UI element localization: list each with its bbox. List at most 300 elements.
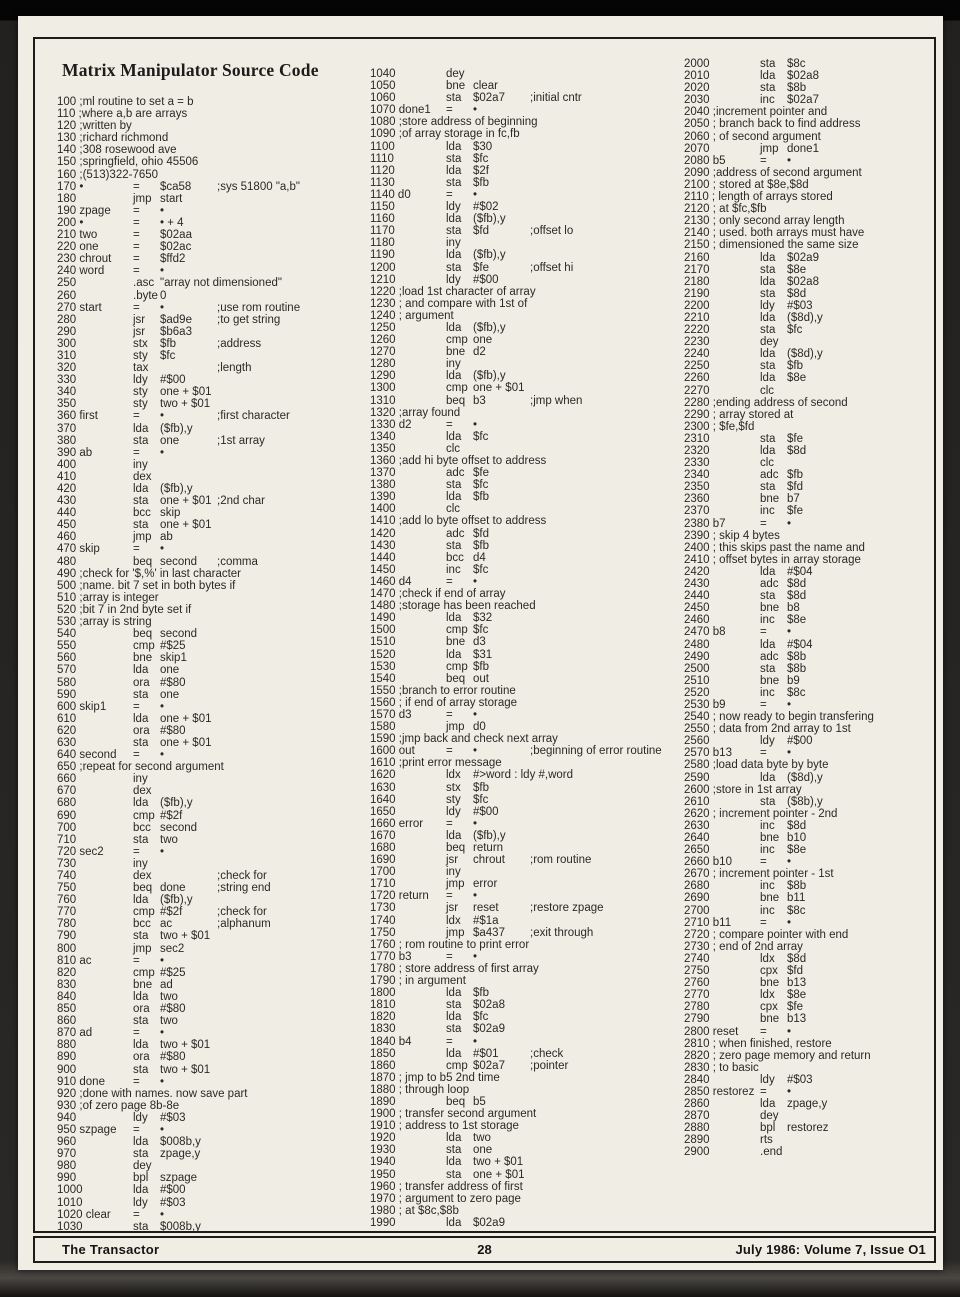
opcode: sta [446,999,462,1012]
comment-line: 500 ;name. bit 7 set in both bytes if [57,579,236,592]
line-number-label: 1540 [370,672,396,685]
comment-line: 2120 ; at $fc,$fb [684,203,767,216]
opcode: beq [133,628,153,641]
line-number-label: 950 szpage [57,1123,117,1136]
code-line [370,733,672,745]
opcode: sty [133,398,148,411]
line-number-label: 1050 [370,80,396,93]
line-number-label: 700 [57,821,77,834]
operand: "array not dimensioned" [160,277,282,290]
footer-bar [33,1236,936,1263]
line-number-label: 2610 [684,795,710,808]
operand: $fe [787,505,803,518]
opcode: = [446,817,453,830]
operand: ($fb),y [473,249,506,262]
code-line [370,1193,672,1205]
comment-line: 1080 ;store address of beginning [370,116,538,129]
comment-line: 1900 ; transfer second argument [370,1108,537,1121]
operand: • [160,301,165,314]
opcode: = [133,1123,140,1136]
line-number-label: 1400 [370,503,396,516]
code-line [684,1038,930,1050]
line-number-label: 980 [57,1160,77,1173]
line-number-label: 1180 [370,237,395,250]
code-line [370,1084,672,1096]
line-number-label: 280 [57,313,77,326]
operand: start [160,192,183,205]
line-number-label: 2210 [684,311,710,324]
line-number-label: 1420 [370,527,396,540]
opcode: lda [133,1136,149,1149]
line-number-label: 180 [57,192,77,205]
opcode: tax [133,362,149,375]
operand: #$80 [160,1003,186,1016]
operand: done [160,882,186,895]
opcode: bpl [133,1172,149,1185]
line-number-label: 1390 [370,491,396,504]
operand: second [160,821,198,834]
line-number-label: 2870 [684,1110,710,1123]
line-number-label: 1020 clear [57,1208,111,1221]
opcode: = [133,1027,140,1040]
opcode: = [133,845,140,858]
opcode: lda [446,1047,462,1060]
code-line [57,1027,363,1039]
opcode: clc [760,384,775,397]
opcode: bne [760,977,780,990]
code-line [370,1205,672,1217]
comment-line: 2300 ; $fe,$fd [684,420,755,433]
code-line [370,225,672,237]
operand: ad [160,978,173,991]
operand: $02a9 [473,1023,505,1036]
line-number-label: 1340 [370,430,396,443]
code-line [57,108,363,120]
line-number-label: 1680 [370,842,396,854]
line-number-label: 1950 [370,1168,396,1181]
line-number-label: 2020 [684,82,710,95]
line-number-label: 880 [57,1039,77,1052]
code-line [57,290,363,302]
code-line [370,673,672,685]
code-line [370,951,672,963]
operand: • [787,698,792,711]
code-line [684,735,930,747]
opcode: lda [446,612,462,625]
operand: b8 [787,602,800,615]
operand: szpage [160,1172,198,1185]
opcode: lda [446,321,462,334]
operand: #$04 [787,638,813,651]
line-number-label: 1520 [370,648,396,661]
code-line [57,870,363,882]
operand: $a437 [473,926,505,939]
code-line [57,386,363,398]
code-line [684,868,930,880]
code-line [370,346,672,358]
comment-line: 2390 ; skip 4 bytes [684,529,780,542]
line-number-label: 1740 [370,914,396,927]
code-line [370,649,672,661]
code-line [684,626,930,638]
operand: $ca58 [160,180,192,193]
opcode: sta [446,1023,462,1036]
opcode: sta [133,1063,149,1076]
operand: • [160,446,165,459]
line-number-label: 2780 [684,1001,710,1014]
code-line [370,1169,672,1181]
code-line [57,664,363,676]
operand: #$80 [160,724,186,737]
opcode: = [133,204,140,217]
opcode: adc [446,467,465,480]
opcode: ldy [133,1111,148,1124]
comment-line: 1410 ;add lo byte offset to address [370,515,547,528]
operand: one [160,434,180,447]
opcode: jmp [133,531,152,544]
operand: $fb [473,539,489,552]
operand: • [160,1075,165,1088]
opcode: sta [760,287,776,300]
code-line [684,675,930,687]
opcode: cmp [446,382,468,395]
comment-line: 1870 ; jmp to b5 2nd time [370,1071,500,1084]
operand: d2 [473,346,486,359]
operand: • [787,626,792,639]
opcode: sta [760,360,776,373]
code-line [684,215,930,227]
operand: d4 [473,551,486,564]
code-line [370,528,672,540]
opcode: = [133,301,140,314]
code-line [57,1184,363,1196]
operand: done1 [787,142,819,155]
opcode: = [133,954,140,967]
line-number-label: 2080 b5 [684,154,726,167]
opcode: sta [446,1144,462,1157]
line-number-label: 1350 [370,442,396,455]
operand: • [787,1025,792,1038]
code-line [57,810,363,822]
opcode: sta [133,1148,149,1161]
code-line [370,588,672,600]
opcode: ldy [446,201,461,214]
code-line [684,118,930,130]
opcode: beq [446,842,466,854]
operand: $fe [787,1001,803,1014]
opcode: sta [133,519,149,532]
line-number-label: 2370 [684,505,710,518]
code-line [370,600,672,612]
operand: $ad9e [160,313,192,326]
code-line [57,568,363,580]
code-line [370,987,672,999]
comment-line: 1470 ;check if end of array [370,588,506,601]
opcode: jmp [446,721,465,734]
opcode: = [760,856,767,869]
line-number-label: 430 [57,495,77,508]
operand: $fc [473,563,489,576]
opcode: lda [760,771,776,784]
line-number-label: 1860 [370,1059,396,1072]
code-column-2 [370,68,672,1229]
opcode: = [760,698,767,711]
line-number-label: 1200 [370,261,396,274]
code-line [370,927,672,939]
opcode: sta [133,736,149,749]
opcode: adc [760,469,779,482]
code-line [370,576,672,588]
opcode: iny [446,358,461,371]
code-line [370,274,672,286]
code-line [370,322,672,334]
code-line [57,955,363,967]
line-number-label: 1710 [370,878,396,891]
code-line [684,106,930,118]
code-line [684,1098,930,1110]
operand: two + $01 [160,1063,211,1076]
operand: two [473,1132,491,1145]
operand: $fd [787,481,803,494]
line-number-label: 1440 [370,551,396,564]
line-number-label: 2260 [684,372,710,385]
operand: b3 [473,394,486,407]
code-line [370,1036,672,1048]
operand: out [473,672,489,685]
code-line [684,300,930,312]
comment-line: 510 ;array is integer [57,591,159,604]
opcode: sta [446,92,462,105]
opcode: sta [133,833,149,846]
line-number-label: 2010 [684,70,710,83]
comment-line: 2600 ;store in 1st array [684,783,802,796]
code-line [57,725,363,737]
opcode: bne [446,636,466,649]
code-line [57,749,363,761]
code-line [370,431,672,443]
code-line [57,967,363,979]
code-line [57,423,363,435]
operand: one + $01 [160,386,212,399]
code-line [57,943,363,955]
line-number-label: 2420 [684,565,710,578]
code-line [370,1011,672,1023]
opcode: ldx [760,989,775,1002]
opcode: adc [760,578,779,591]
code-line [370,709,672,721]
code-line [370,165,672,177]
operand: skip1 [160,652,187,665]
line-number-label: 170 • [57,180,84,193]
operand: • [787,154,792,167]
code-line [684,457,930,469]
margin-comment: ;use rom routine [217,301,301,314]
code-line [57,96,363,108]
line-number-label: 1190 [370,249,395,262]
opcode: jsr [446,854,459,867]
code-line [57,519,363,531]
operand: reset [473,902,499,915]
opcode: lda [446,1216,462,1229]
opcode: lda [446,829,462,842]
line-number-label: 1370 [370,467,396,480]
operand: two + $01 [160,398,211,411]
line-number-label: 1920 [370,1132,396,1145]
operand: • [787,1085,792,1098]
line-number-label: 2070 [684,142,710,155]
line-number-label: 1840 b4 [370,1035,412,1048]
code-line [370,564,672,576]
code-line [370,419,672,431]
opcode: lda [446,648,462,661]
line-number-label: 1620 [370,769,396,782]
operand: one + $01 [160,495,212,508]
operand: $b6a3 [160,325,192,338]
opcode: cmp [446,624,468,637]
operand: skip [160,507,181,520]
margin-comment: ;check for [217,906,267,919]
operand: b9 [787,674,800,687]
code-line [684,941,930,953]
opcode: ora [133,1051,150,1064]
operand: one + $01 [160,519,212,532]
line-number-label: 2860 [684,1098,710,1111]
code-line [684,699,930,711]
line-number-label: 2320 [684,445,710,457]
opcode: bne [446,346,466,359]
code-line [370,830,672,842]
operand: $02a8 [787,275,819,288]
opcode: = [133,241,140,254]
code-line [684,989,930,1001]
opcode: inc [760,880,775,893]
code-line [370,769,672,781]
code-line [57,991,363,1003]
opcode: beq [446,1095,466,1108]
opcode: sta [133,1015,149,1028]
code-line [684,276,930,288]
operand: • [160,543,165,556]
operand: #$00 [160,1184,186,1197]
operand: restorez [787,1122,829,1135]
code-line [57,435,363,447]
code-line [57,834,363,846]
code-line [370,407,672,419]
code-line [684,1026,930,1038]
code-line [684,856,930,868]
code-line [684,602,930,614]
code-line [684,336,930,348]
line-number-label: 210 two [57,229,98,242]
operand: $8d [787,287,807,300]
line-number-label: 1600 out [370,745,415,758]
line-number-label: 1770 b3 [370,950,412,963]
opcode: lda [446,140,462,153]
opcode: jmp [446,878,465,891]
line-number-label: 1820 [370,1011,396,1024]
comment-line: 1230 ; and compare with 1st of [370,297,528,310]
operand: #>word : ldy #,word [473,769,574,782]
opcode: clc [446,503,461,516]
comment-line: 2090 ;address of second argument [684,166,862,179]
line-number-label: 710 [57,833,77,846]
opcode: ora [133,724,150,737]
comment-line: 930 ;of zero page 8b-8e [57,1099,180,1112]
line-number-label: 1070 done1 [370,104,431,117]
code-line [57,1015,363,1027]
opcode: = [760,626,767,639]
line-number-label: 2340 [684,469,710,482]
operand: $008b,y [160,1220,201,1233]
line-number-label: 240 word [57,265,105,278]
line-number-label: 2360 [684,493,710,506]
opcode: jsr [133,325,146,338]
code-line [684,1086,930,1098]
code-line [57,761,363,773]
opcode: ldy [760,299,775,312]
opcode: bne [760,674,780,687]
line-number-label: 2460 [684,614,710,627]
code-line [370,503,672,515]
operand: 0 [160,289,167,302]
line-number-label: 1690 [370,854,396,867]
line-number-label: 900 [57,1063,77,1076]
code-line [370,1217,672,1229]
operand: one + $01 [160,712,212,725]
operand: #$02 [473,201,499,214]
code-line [370,128,672,140]
opcode: sta [446,479,462,492]
operand: one [473,334,493,347]
line-number-label: 2000 [684,58,710,70]
opcode: = [133,1208,140,1221]
code-column-3 [684,58,930,1159]
opcode: inc [760,686,775,699]
line-number-label: 810 ac [57,954,92,967]
opcode: = [760,1085,767,1098]
opcode: = [446,104,453,117]
opcode: = [133,410,140,423]
operand: ($fb),y [473,213,506,226]
operand: #$01 [473,1047,499,1060]
comment-line: 130 ;richard richmond [57,132,169,145]
operand: • [160,1208,165,1221]
opcode: dex [133,785,152,798]
operand: $8d [787,445,807,457]
code-line [370,141,672,153]
opcode: = [133,543,140,556]
code-line [57,773,363,785]
line-number-label: 1890 [370,1095,396,1108]
code-line [57,277,363,289]
code-line [370,890,672,902]
code-line [57,507,363,519]
line-number-label: 310 [57,349,77,362]
operand: #$00 [160,374,186,387]
code-line [684,639,930,651]
operand: $fc [473,152,489,165]
line-number-label: 2160 [684,251,710,264]
opcode: sta [446,261,462,274]
comment-line: 2130 ; only second array length [684,215,845,228]
opcode: = [760,154,767,167]
operand: $8e [787,372,807,385]
code-line [370,479,672,491]
code-line [370,334,672,346]
opcode: = [133,229,140,242]
line-number-label: 610 [57,712,77,725]
operand: zpage,y [160,1148,201,1161]
